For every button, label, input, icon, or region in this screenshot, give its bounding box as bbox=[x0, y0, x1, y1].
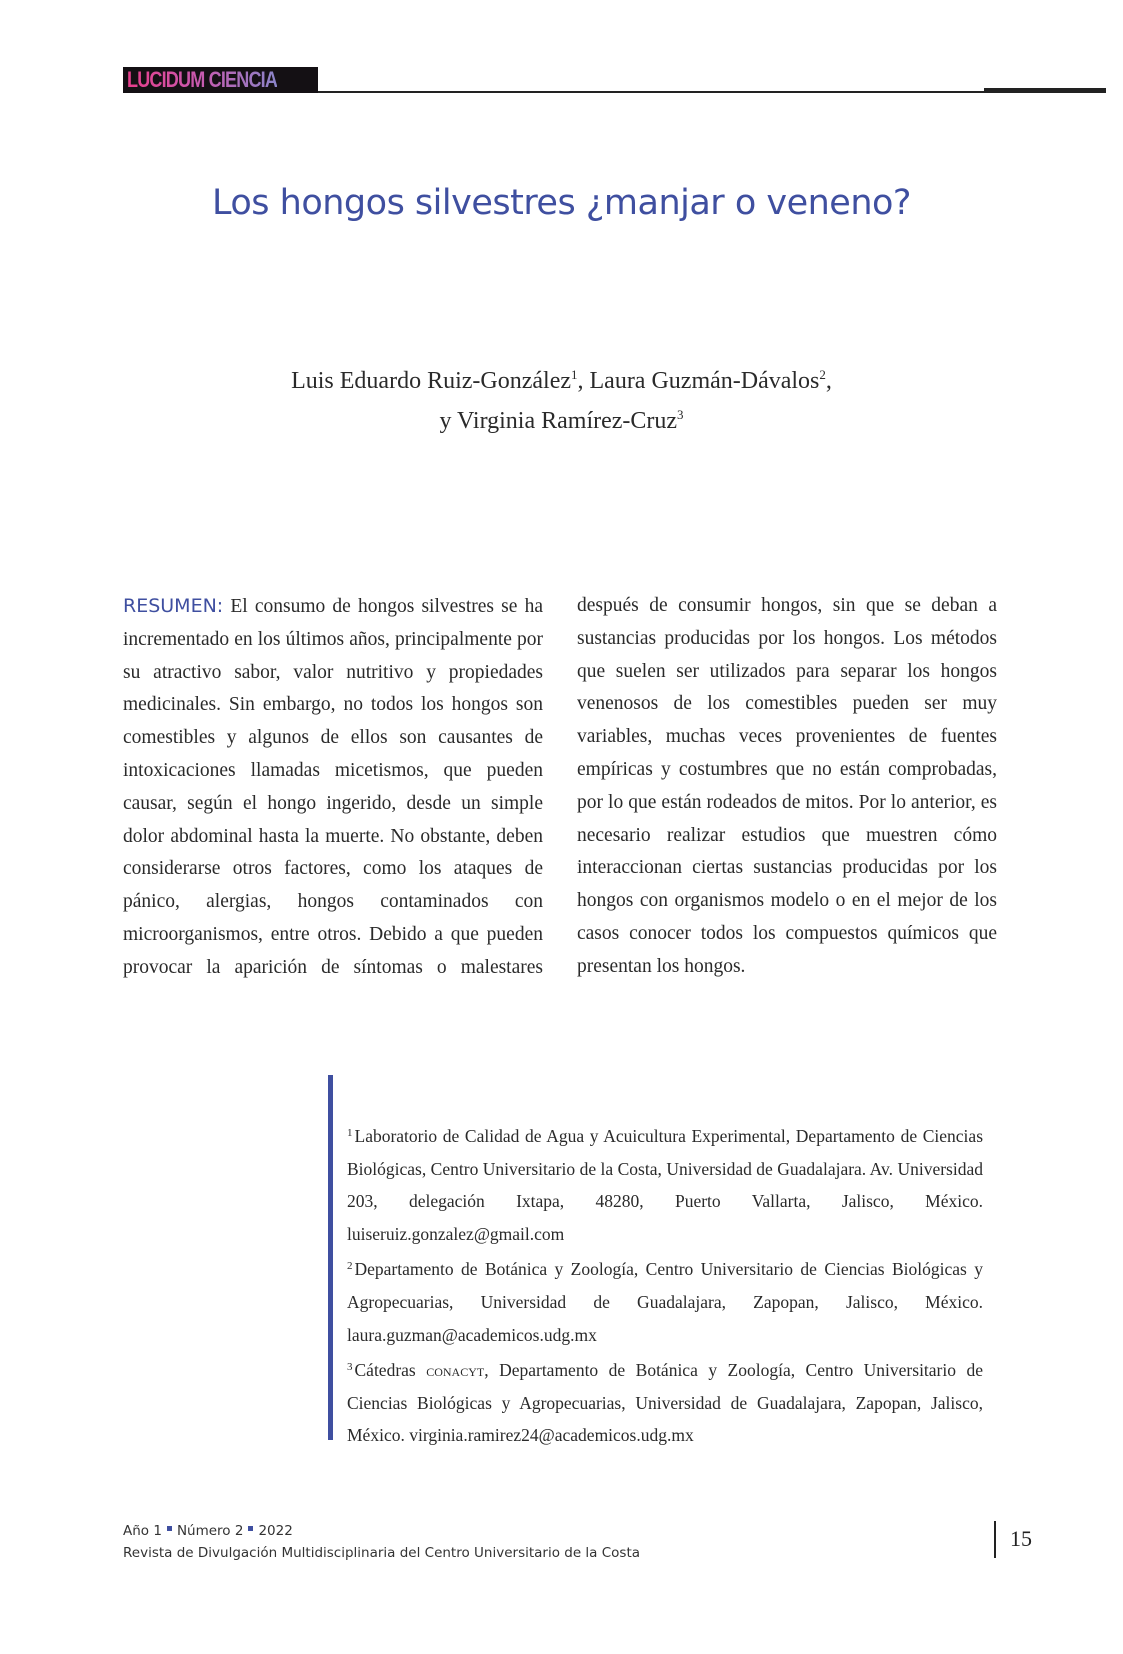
abstract bbox=[123, 590, 997, 985]
page-footer bbox=[123, 1520, 640, 1564]
affiliation-ref: 1 bbox=[571, 367, 578, 382]
affiliation-note: $^1$ Laboratorio de Calidad de Agua y Acuicultura Experimental, Departamento de Ciencias Biológicas, Centro Universitario de la Costa, Universidad de Guadalajara. Av. Universidad 203, delegación Ixtapa, 48280, Puerto Vallarta, Jalisco, México. luiseruiz.gonzalez@gmail.com bbox=[347, 1126, 983, 1244]
header-rule-accent bbox=[984, 88, 1106, 93]
separator-square-icon bbox=[248, 1526, 253, 1531]
header-rule bbox=[318, 91, 998, 93]
author: Luis Eduardo Ruiz-González$^1$, bbox=[291, 367, 590, 394]
author: Laura Guzmán-Dávalos$^2$, bbox=[589, 367, 832, 394]
article-title: Los hongos silvestres ¿manjar o veneno? bbox=[212, 183, 911, 223]
abstract-label: RESUMEN: bbox=[123, 595, 224, 617]
separator-square-icon bbox=[167, 1526, 172, 1531]
abstract-text: El consumo de hongos silvestres se ha incrementado en los últimos años, principalmente por su atractivo sabor, valor nutritivo y propiedades medicinales. Sin embargo, no todos los hongos son comestibles y algunos de ellos son causantes de intoxicaciones llamadas micetismos, que pueden causar, según el hongo ingerido, desde un simple dolor abdominal hasta la muerte. No obstante, deben considerarse otros factores, como los ataques de pánico, alergias, hongos contaminados con microorganismos, entre otros. Debido a que pueden provocar la aparición de síntomas o malestares después de consumir hongos, sin que se deban a sustancias producidas por los hongos. Los métodos que suelen ser utilizados para separar los hongos venenosos de los comestibles pueden ser muy variables, muchas veces provenientes de fuentes empíricas y costumbres que no están comprobadas, por lo que están rodeados de mitos. Por lo anterior, es necesario realizar estudios que muestren cómo interaccionan ciertas sustancias producidas por los hongos con organismos modelo o en el mejor de los casos conocer todos los compuestos químicos que presentan los hongos. bbox=[123, 595, 997, 978]
journal-name: Revista de Divulgación Multidisciplinaria del Centro Universitario de la Costa bbox=[123, 1545, 641, 1561]
author-list bbox=[0, 358, 1123, 438]
affiliation-note: $^3$ Cátedras conacyt, Departamento de Botánica y Zoología, Centro Universitario de Ciencias Biológicas y Agropecuarias, Universidad de Guadalajara, Zapopan, Jalisco, México. virginia.ramirez24@academicos.udg.mx bbox=[347, 1360, 983, 1446]
affiliation-ref: 2 bbox=[819, 367, 826, 382]
page-number-divider bbox=[994, 1521, 996, 1558]
page-number: 15 bbox=[1010, 1526, 1032, 1551]
journal-brand-badge bbox=[123, 67, 318, 93]
journal-brand-label: LUCIDUM CIENCIA bbox=[127, 67, 278, 92]
affiliation-ref: 3 bbox=[677, 407, 684, 422]
affiliations bbox=[347, 1117, 983, 1452]
affiliation-note: $^2$ Departamento de Botánica y Zoología, Centro Universitario de Ciencias Biológicas y Agropecuarias, Universidad de Guadalajara, Zapopan, Jalisco, México. laura.guzman@academicos.udg.mx bbox=[347, 1259, 983, 1345]
issue-info: Año 1 Número 2 2022 bbox=[123, 1523, 293, 1539]
author: y Virginia Ramírez-Cruz$^3$ bbox=[439, 407, 684, 434]
affiliations-accent-bar bbox=[328, 1075, 333, 1440]
